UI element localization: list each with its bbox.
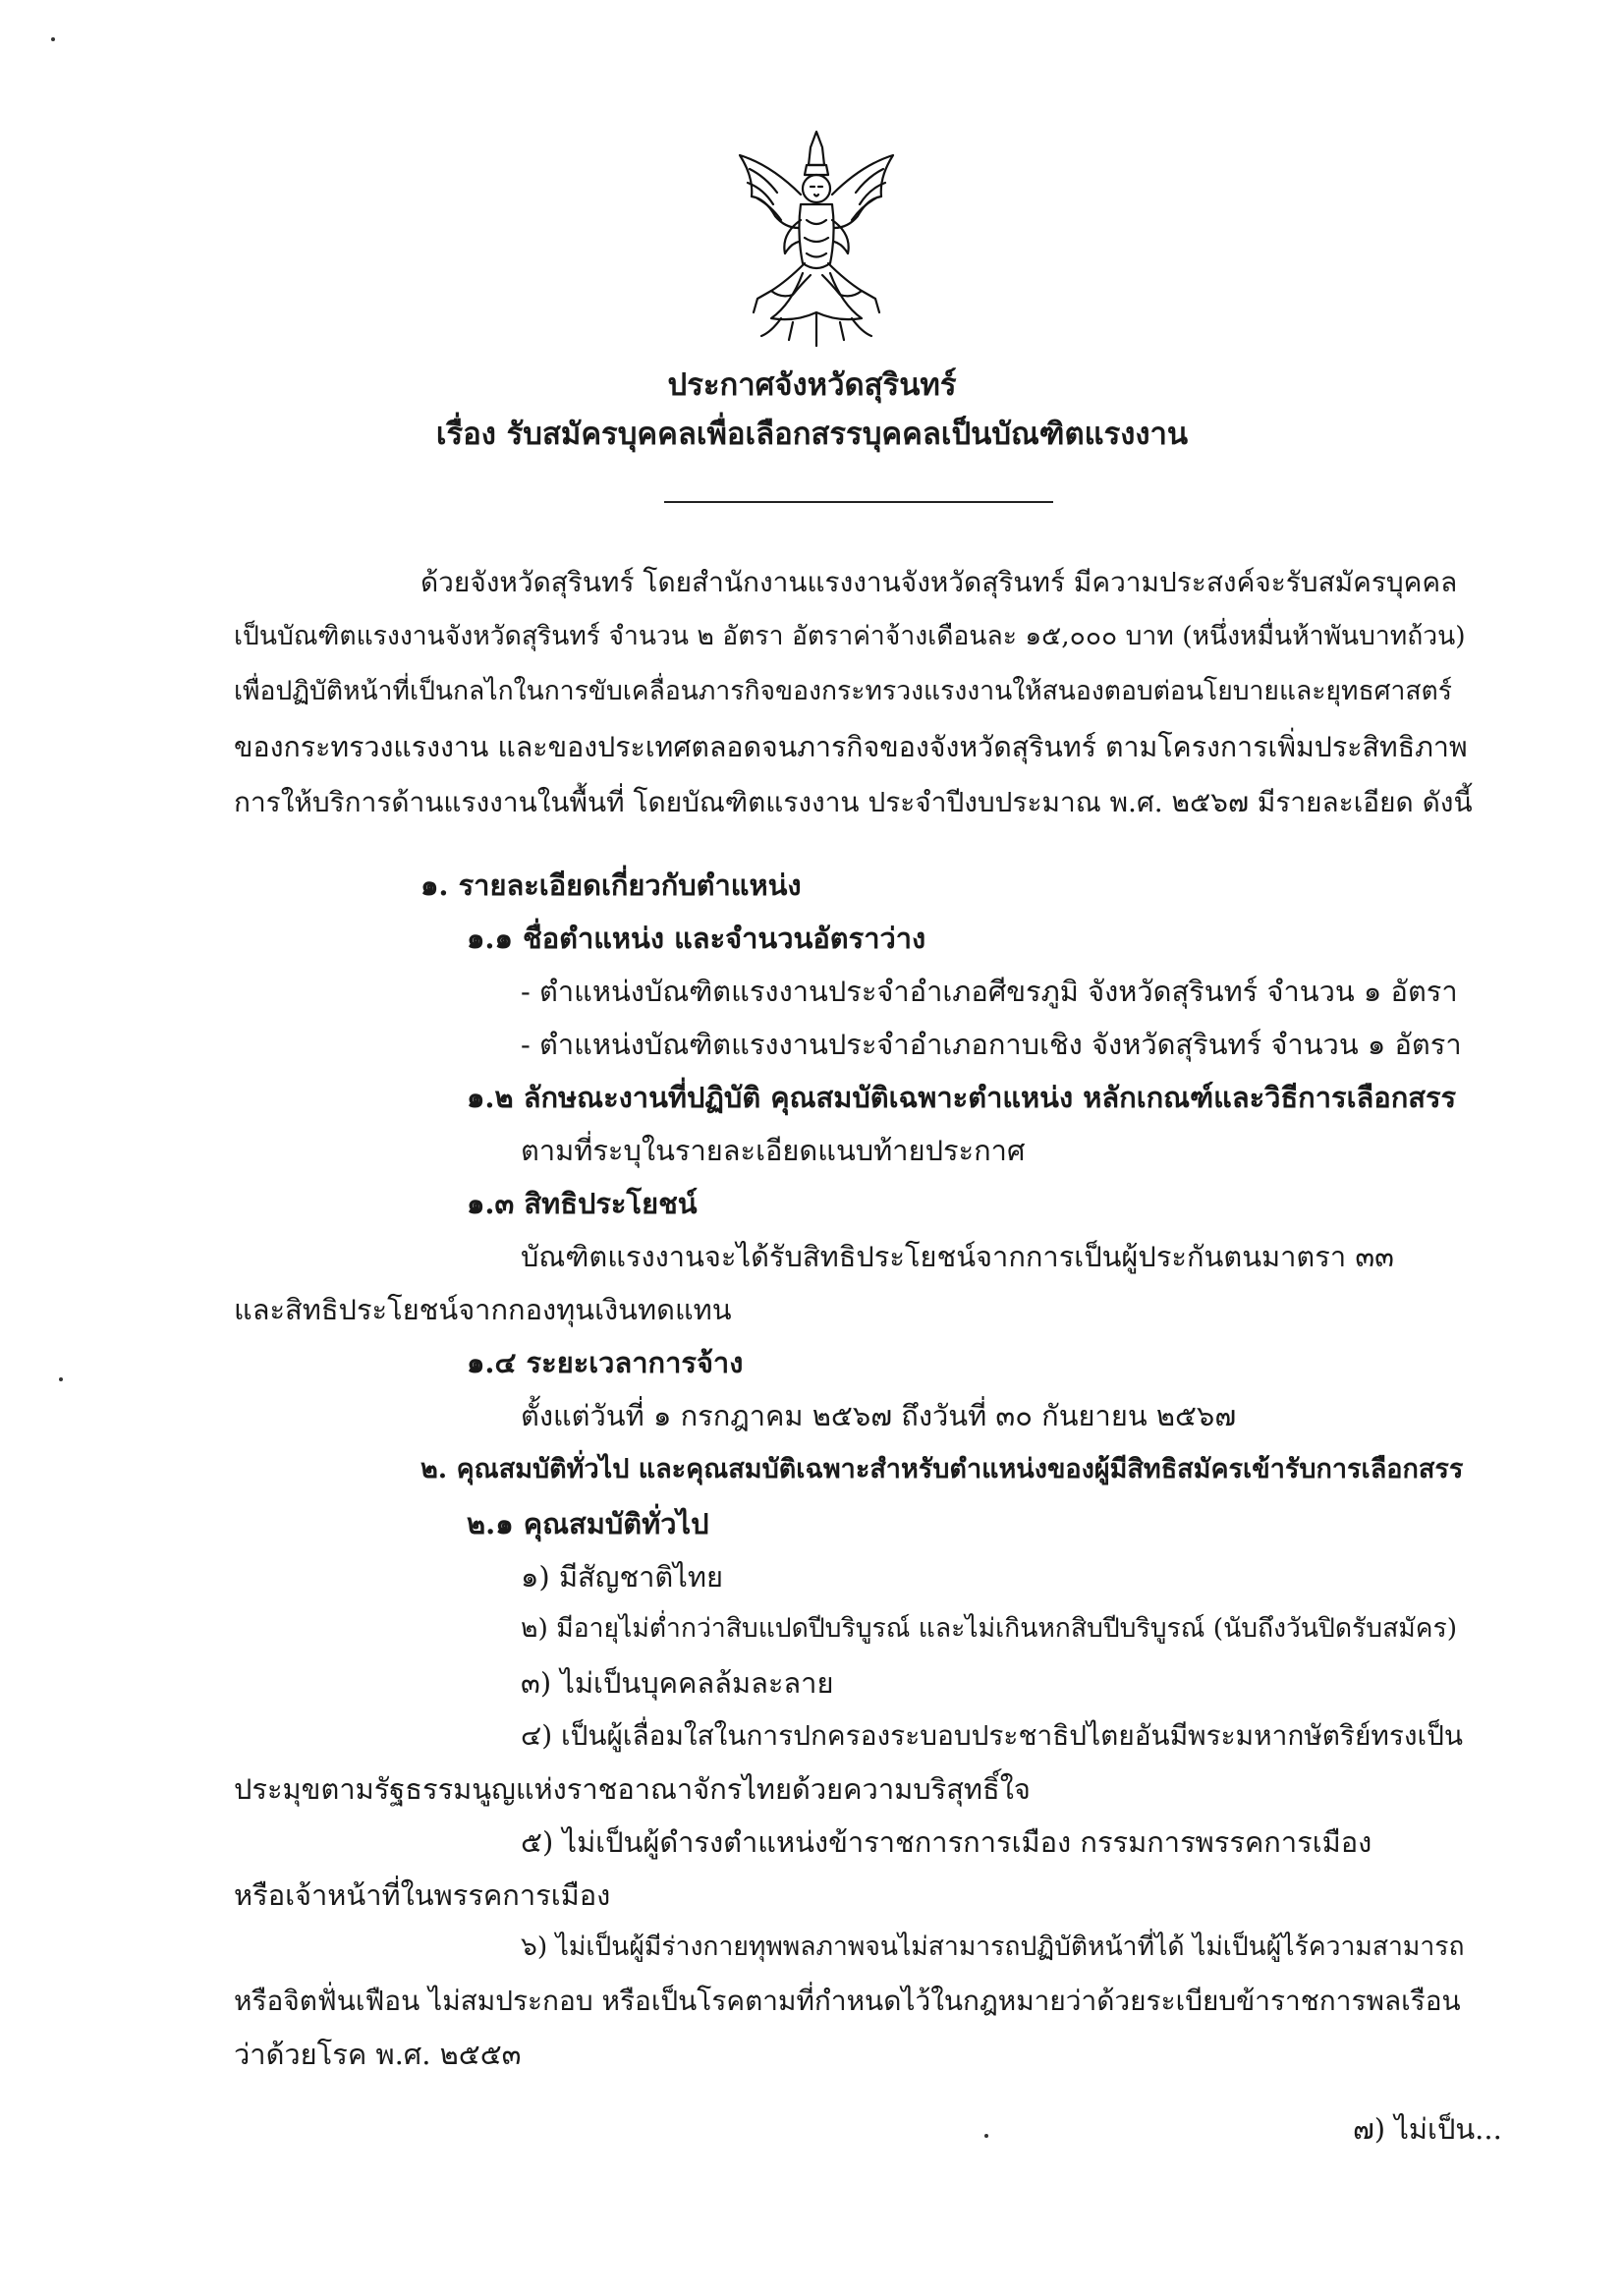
qualification-6-line-2: หรือจิตฟั่นเฟือน ไม่สมประกอบ หรือเป็นโรคตามที่กำหนดไว้ในกฎหมายว่าด้วยระเบียบข้าราชการพลเรือน xyxy=(234,1985,1461,2017)
section-2-heading: ๒. คุณสมบัติทั่วไป และคุณสมบัติเฉพาะสำหรับตำแหน่งของผู้มีสิทธิสมัครเข้ารับการเลือกสรร xyxy=(420,1454,1464,1484)
intro-line-2: เป็นบัณฑิตแรงงานจังหวัดสุรินทร์ จำนวน ๒ อัตรา อัตราค่าจ้างเดือนละ ๑๕,๐๐๐ บาท (หนึ่งหมื่นห้าพันบาทถ้วน) xyxy=(234,621,1466,651)
section-1-1-heading: ๑.๑ ชื่อตำแหน่ง และจำนวนอัตราว่าง xyxy=(467,922,926,955)
intro-line-1: ด้วยจังหวัดสุรินทร์ โดยสำนักงานแรงงานจังหวัดสุรินทร์ มีความประสงค์จะรับสมัครบุคคล xyxy=(420,566,1458,598)
qualification-1: ๑) มีสัญชาติไทย xyxy=(521,1560,723,1594)
scan-speck xyxy=(51,37,55,41)
section-1-4-text: ตั้งแต่วันที่ ๑ กรกฎาคม ๒๕๖๗ ถึงวันที่ ๓๐ กันยายน ๒๕๖๗ xyxy=(521,1399,1237,1432)
section-1-heading: ๑. รายละเอียดเกี่ยวกับตำแหน่ง xyxy=(420,868,802,902)
section-2-1-heading: ๒.๑ คุณสมบัติทั่วไป xyxy=(467,1507,709,1540)
qualification-4-line-2: ประมุขตามรัฐธรรมนูญแห่งราชอาณาจักรไทยด้วยความบริสุทธิ์ใจ xyxy=(234,1772,1031,1806)
qualification-3: ๓) ไม่เป็นบุคคลล้มละลาย xyxy=(521,1666,834,1700)
page-continuation: ๗) ไม่เป็น... xyxy=(1353,2112,1502,2146)
announcement-title: ประกาศจังหวัดสุรินทร์ xyxy=(667,367,957,403)
section-1-3-heading: ๑.๓ สิทธิประโยชน์ xyxy=(467,1187,698,1220)
position-item-1: - ตำแหน่งบัณฑิตแรงงานประจำอำเภอศีขรภูมิ จังหวัดสุรินทร์ จำนวน ๑ อัตรา xyxy=(521,975,1458,1008)
title-divider xyxy=(664,501,1053,503)
qualification-6-line-1: ๖) ไม่เป็นผู้มีร่างกายทุพพลภาพจนไม่สามารถปฏิบัติหน้าที่ได้ ไม่เป็นผู้ไร้ความสามารถ xyxy=(521,1931,1465,1962)
announcement-subject: เรื่อง รับสมัครบุคคลเพื่อเลือกสรรบุคคลเป็นบัณฑิตแรงงาน xyxy=(435,417,1189,452)
section-1-4-heading: ๑.๔ ระยะเวลาการจ้าง xyxy=(467,1346,744,1379)
qualification-5-line-2: หรือเจ้าหน้าที่ในพรรคการเมือง xyxy=(234,1878,611,1912)
intro-line-5: การให้บริการด้านแรงงานในพื้นที่ โดยบัณฑิตแรงงาน ประจำปีงบประมาณ พ.ศ. ๒๕๖๗ มีรายละเอียด ดังนี้ xyxy=(234,786,1473,818)
section-1-3-text-1: บัณฑิตแรงงานจะได้รับสิทธิประโยชน์จากการเป็นผู้ประกันตนมาตรา ๓๓ xyxy=(521,1240,1394,1273)
intro-line-3: เพื่อปฏิบัติหน้าที่เป็นกลไกในการขับเคลื่อนภารกิจของกระทรวงแรงงานให้สนองตอบต่อนโยบายและยุทธศาสตร์ xyxy=(234,676,1452,706)
qualification-4-line-1: ๔) เป็นผู้เลื่อมใสในการปกครองระบอบประชาธิปไตยอันมีพระมหากษัตริย์ทรงเป็น xyxy=(521,1719,1464,1752)
scan-speck xyxy=(59,1377,63,1381)
garuda-emblem-icon xyxy=(732,126,901,352)
section-1-2-heading: ๑.๒ ลักษณะงานที่ปฏิบัติ คุณสมบัติเฉพาะตำแหน่ง หลักเกณฑ์และวิธีการเลือกสรร xyxy=(467,1081,1457,1114)
qualification-2: ๒) มีอายุไม่ต่ำกว่าสิบแปดปีบริบูรณ์ และไม่เกินหกสิบปีบริบูรณ์ (นับถึงวันปิดรับสมัคร) xyxy=(521,1613,1458,1644)
intro-line-4: ของกระทรวงแรงงาน และของประเทศตลอดจนภารกิจของจังหวัดสุรินทร์ ตามโครงการเพิ่มประสิทธิภาพ xyxy=(234,731,1468,763)
section-1-3-text-2: และสิทธิประโยชน์จากกองทุนเงินทดแทน xyxy=(234,1293,732,1326)
scan-speck xyxy=(984,2134,988,2138)
qualification-5-line-1: ๕) ไม่เป็นผู้ดำรงตำแหน่งข้าราชการการเมือง กรรมการพรรคการเมือง xyxy=(521,1825,1372,1859)
qualification-6-line-3: ว่าด้วยโรค พ.ศ. ๒๕๕๓ xyxy=(234,2038,522,2071)
section-1-2-text: ตามที่ระบุในรายละเอียดแนบท้ายประกาศ xyxy=(521,1134,1026,1167)
position-item-2: - ตำแหน่งบัณฑิตแรงงานประจำอำเภอกาบเชิง จังหวัดสุรินทร์ จำนวน ๑ อัตรา xyxy=(521,1028,1462,1061)
